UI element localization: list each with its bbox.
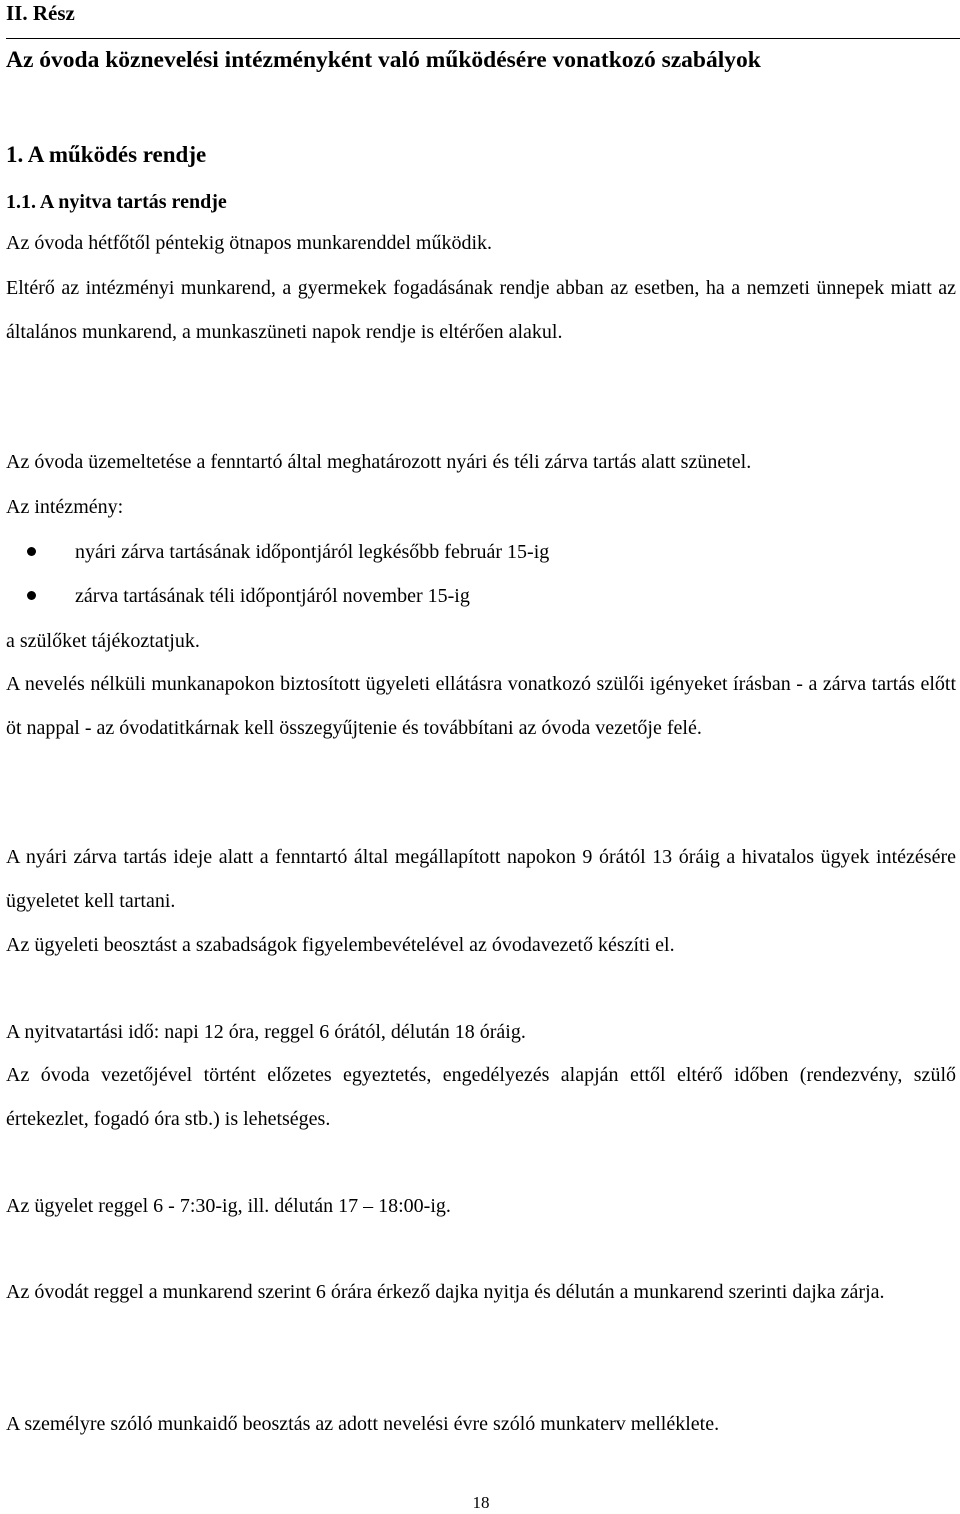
page-number: 18 xyxy=(472,1493,490,1512)
notification-bullet-list xyxy=(6,536,549,624)
paragraph-exceptions: Az óvoda vezetőjével történt előzetes egyeztetés, engedélyezés alapján ettől eltérő időben (rendezvény, szülő értekezlet, fogadó óra stb.) is lehetséges. xyxy=(6,1064,956,1130)
paragraph-different-schedule: Eltérő az intézményi munkarend, a gyermekek fogadásának rendje abban az esetben, ha a nemzeti ünnepek miatt az általános munkarend, a munkaszüneti napok rendje is eltérően alakul. xyxy=(6,277,956,343)
part-label: II. Rész xyxy=(6,1,75,25)
paragraph-institution-label: Az intézmény: xyxy=(6,496,124,518)
subsection-heading: 1.1. A nyitva tartás rendje xyxy=(6,191,227,213)
main-heading: Az óvoda köznevelési intézményként való működésére vonatkozó szabályok xyxy=(6,47,761,73)
bullet-icon xyxy=(27,547,36,556)
section-heading: 1. A működés rendje xyxy=(6,142,207,167)
paragraph-operation-pause: Az óvoda üzemeltetése a fenntartó által meghatározott nyári és téli zárva tartás alatt szünetel. xyxy=(6,451,752,473)
list-item-text: zárva tartásának téli időpontjáról november 15-ig xyxy=(75,585,470,607)
paragraph-work-schedule: A személyre szóló munkaidő beosztás az adott nevelési évre szóló munkaterv melléklete. xyxy=(6,1413,720,1435)
paragraph-workweek: Az óvoda hétfőtől péntekig ötnapos munkarenddel működik. xyxy=(6,232,493,254)
document-page xyxy=(6,0,956,1513)
paragraph-opening-hours: A nyitvatartási idő: napi 12 óra, reggel 6 órától, délután 18 óráig. xyxy=(6,1021,526,1043)
paragraph-duty-requests: A nevelés nélküli munkanapokon biztosított ügyeleti ellátásra vonatkozó szülői igényeket írásban - a zárva tartás előtt öt nappal - az óvodatitkárnak kell összegyűjtenie és továbbítani az óvoda vezetője felé. xyxy=(6,673,956,739)
paragraph-summer-duty: A nyári zárva tartás ideje alatt a fenntartó által megállapított napokon 9 órától 13 óráig a hivatalos ügyek intézésére ügyeletet kell tartani. xyxy=(6,846,956,912)
paragraph-opening-closing: Az óvodát reggel a munkarend szerint 6 órára érkező dajka nyitja és délután a munkarend szerinti dajka zárja. xyxy=(6,1281,885,1303)
list-item xyxy=(6,536,549,580)
list-item-text: nyári zárva tartásának időpontjáról legkésőbb február 15-ig xyxy=(75,541,550,563)
bullet-icon xyxy=(27,591,36,600)
heading-rule xyxy=(6,38,960,39)
paragraph-duty-schedule: Az ügyeleti beosztást a szabadságok figyelembevételével az óvodavezető készíti el. xyxy=(6,934,675,956)
paragraph-duty-hours: Az ügyelet reggel 6 - 7:30-ig, ill. délután 17 – 18:00-ig. xyxy=(6,1195,451,1217)
paragraph-parents-informed: a szülőket tájékoztatjuk. xyxy=(6,630,200,652)
list-item xyxy=(6,580,549,624)
